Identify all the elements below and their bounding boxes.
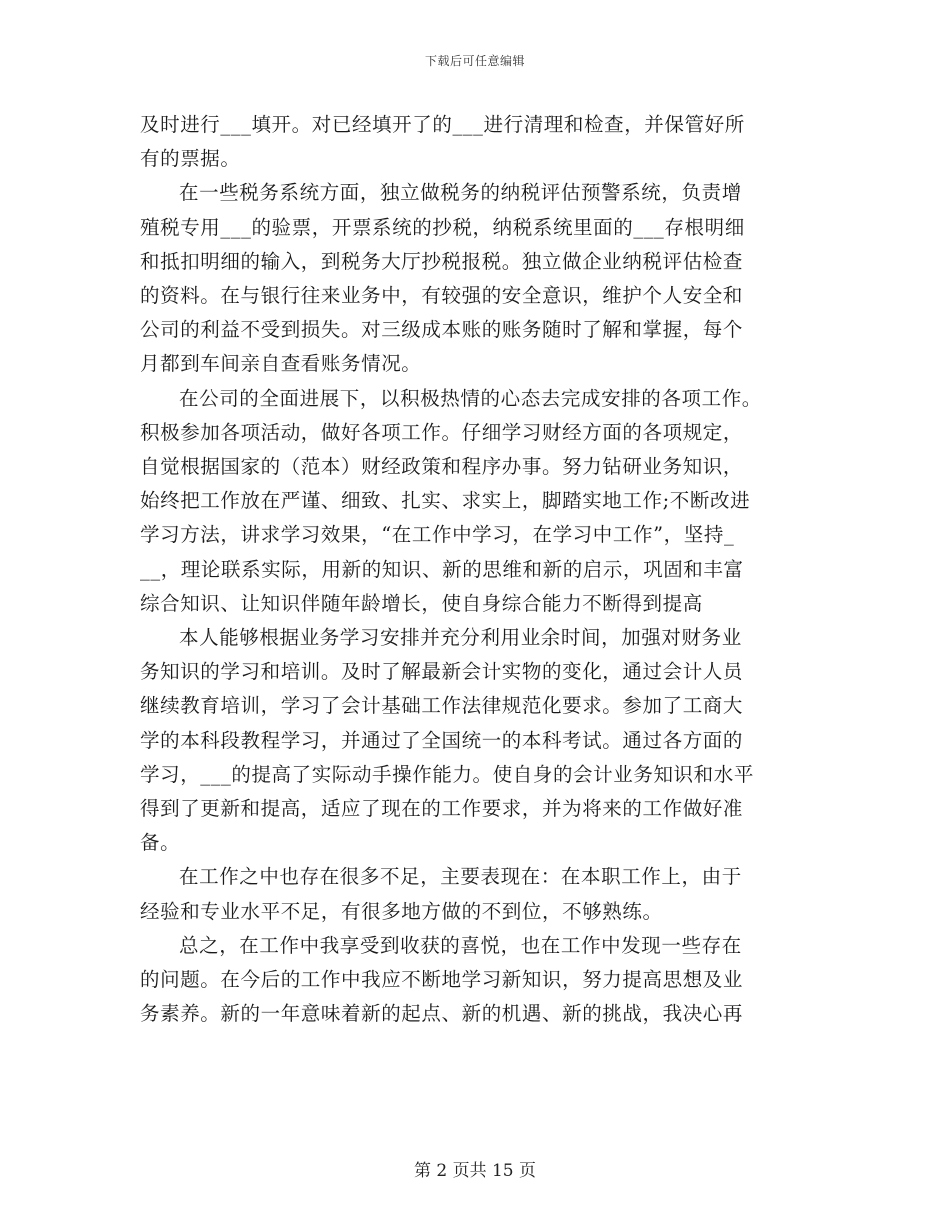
- text-line: 务知识的学习和培训。及时了解最新会计实物的变化，通过会计人员: [140, 660, 744, 684]
- text-line: 自觉根据国家的（范本）财经政策和程序办事。努力钻研业务知识，: [140, 455, 744, 479]
- text-line: 本人能够根据业务学习安排并充分利用业余时间，加强对财务业: [179, 626, 742, 650]
- document-body: [140, 108, 810, 1031]
- paragraph-2: [140, 176, 810, 381]
- paragraph-5: [140, 860, 810, 928]
- text-line: 在工作之中也存在很多不足，主要表现在：在本职工作上，由于: [179, 865, 742, 889]
- text-line: 务素养。新的一年意味着新的起点、新的机遇、新的挑战，我决心再: [140, 1002, 744, 1026]
- text-line: 备。: [140, 831, 181, 855]
- text-line: 月都到车间亲自查看账务情况。: [140, 352, 422, 376]
- page-footer: 第 2 页共 15 页: [413, 1161, 537, 1181]
- text-line: 综合知识、让知识伴随年龄增长，使自身综合能力不断得到提高: [140, 591, 703, 615]
- paragraph-3: [140, 382, 810, 621]
- text-line: 的资料。在与银行往来业务中，有较强的安全意识，维护个人安全和: [140, 284, 744, 308]
- paragraph-1: [140, 108, 810, 176]
- text-line: 公司的利益不受到损失。对三级成本账的账务随时了解和掌握，每个: [140, 318, 744, 342]
- text-line: 继续教育培训，学习了会计基础工作法律规范化要求。参加了工商大: [140, 694, 744, 718]
- text-line: 学习，___的提高了实际动手操作能力。使自身的会计业务知识和水平: [140, 762, 754, 786]
- page-header: 下载后可任意编辑: [424, 54, 525, 68]
- text-line: 得到了更新和提高，适应了现在的工作要求，并为将来的工作做好准: [140, 797, 744, 821]
- text-line: 总之，在工作中我享受到收获的喜悦，也在工作中发现一些存在: [179, 933, 742, 957]
- text-line: 始终把工作放在严谨、细致、扎实、求实上，脚踏实地工作;不断改进: [140, 489, 751, 513]
- text-line: 和抵扣明细的输入，到税务大厅抄税报税。独立做企业纳税评估检查: [140, 249, 744, 273]
- paragraph-4: [140, 621, 810, 860]
- text-line: 学的本科段教程学习，并通过了全国统一的本科考试。通过各方面的: [140, 728, 744, 752]
- paragraph-6: [140, 929, 810, 1032]
- text-line: 殖税专用___的验票，开票系统的抄税，纳税系统里面的___存根明细: [140, 215, 745, 239]
- text-line: 在一些税务系统方面，独立做税务的纳税评估预警系统，负责增: [179, 181, 742, 205]
- text-line: 及时进行___填开。对已经填开了的___进行清理和检查，并保管好所: [140, 113, 745, 136]
- text-line: 经验和专业水平不足，有很多地方做的不到位，不够熟练。: [140, 899, 663, 923]
- text-line: 的问题。在今后的工作中我应不断地学习新知识，努力提高思想及业: [140, 968, 744, 992]
- text-line: 积极参加各项活动，做好各项工作。仔细学习财经方面的各项规定，: [140, 420, 744, 444]
- text-line: 在公司的全面进展下，以积极热情的心态去完成安排的各项工作。: [179, 386, 762, 410]
- text-line: 学习方法，讲求学习效果，“在工作中学习，在学习中工作”，坚持_: [140, 523, 735, 547]
- text-line: 有的票据。: [140, 147, 241, 171]
- text-line: __，理论联系实际，用新的知识、新的思维和新的启示，巩固和丰富: [140, 557, 744, 581]
